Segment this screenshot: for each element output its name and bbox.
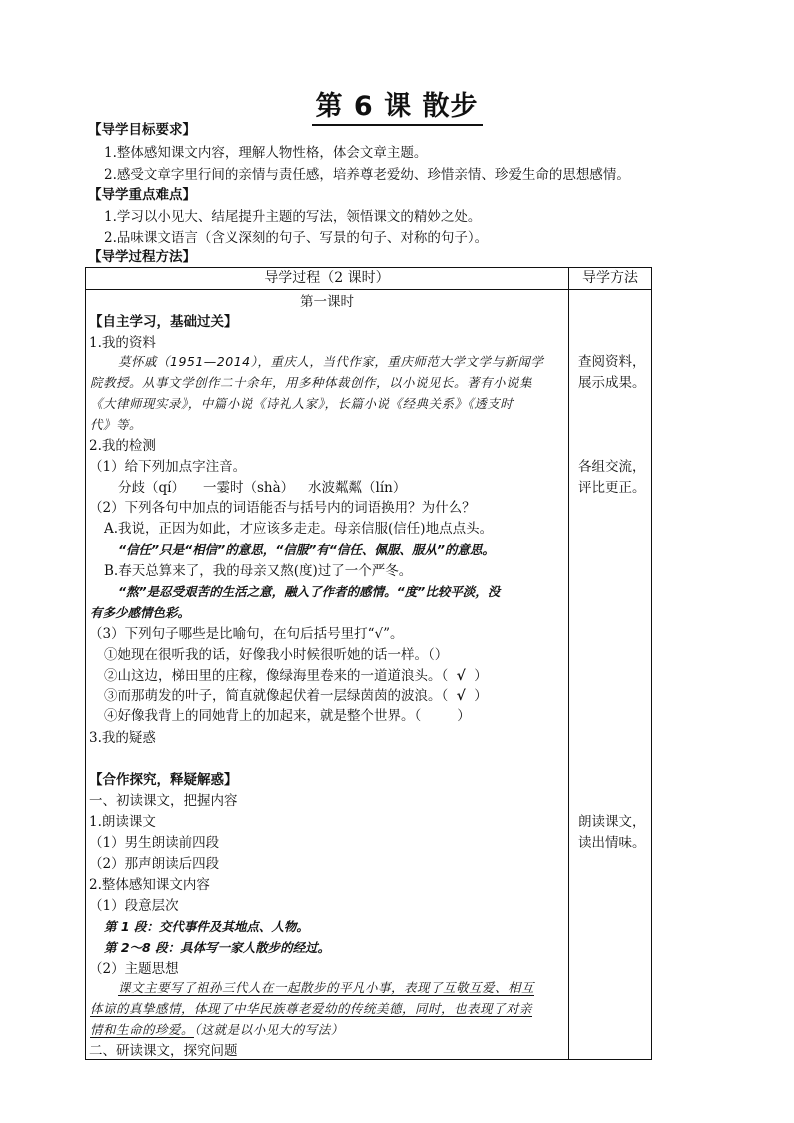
check-mark: √	[456, 668, 466, 684]
method-note: 展示成果。	[578, 375, 646, 391]
theme-heading: （2）主题思想	[89, 961, 179, 977]
self-study-heading: 【自主学习，基础过关】	[89, 314, 238, 330]
answer-2-a: “信任”只是“相信”的意思，“信服”有“信任、佩服、服从”的意思。	[118, 542, 495, 557]
bio-line: 院教授。从事文学创作二十余年，用多种体裁创作，以小说见长。著有小说集	[90, 375, 533, 390]
cooperation-heading: 【合作探究，释疑解惑】	[89, 772, 238, 788]
method-note: 查阅资料，	[578, 354, 646, 370]
pinyin-answer: 一霎时（shà）	[203, 480, 295, 496]
goals-heading: 【导学目标要求】	[88, 122, 196, 138]
check-heading: 2.我的检测	[89, 438, 156, 454]
answer-2-b: “熬”是忍受艰苦的生活之意，融入了作者的感情。“度”比较平淡，没	[118, 584, 501, 599]
simile-item: ④好像我背上的同她背上的加起来，就是整个世界。（ ）	[104, 708, 471, 724]
question-2-b: B.春天总算来了，我的母亲又熬(度)过了一个严冬。	[104, 563, 413, 579]
levels-heading: （1）段意层次	[89, 898, 179, 914]
method-note: 朗读课文，	[578, 814, 646, 830]
table-header-method: 导学方法	[582, 270, 638, 286]
material-heading: 1.我的资料	[89, 335, 156, 351]
goal-item: 2.感受文章字里行间的亲情与责任感，培养尊老爱幼、珍惜亲情、珍爱生命的思想感情。	[104, 167, 630, 183]
bio-line: 《大律师现实录》，中篇小说《诗礼人家》，长篇小说《经典关系》《透支时	[90, 396, 514, 411]
read-item: （1）男生朗读前四段	[89, 835, 220, 851]
key-points-heading: 【导学重点难点】	[88, 187, 196, 203]
bio-line: 莫怀戚（1951—2014），重庆人，当代作家，重庆师范大学文学与新闻学	[118, 354, 544, 369]
read-item: （2）那声朗读后四段	[89, 856, 220, 872]
table-header-process: 导学过程（2 课时）	[264, 270, 390, 286]
lesson-heading: 第一课时	[300, 294, 354, 310]
part-2-heading: 二、研读课文，探究问题	[89, 1043, 238, 1059]
bio-line: 代》等。	[90, 417, 143, 432]
check-mark: √	[456, 688, 466, 704]
method-note: 评比更正。	[578, 480, 646, 496]
key-point-item: 1.学习以小见大、结尾提升主题的写法，领悟课文的精妙之处。	[104, 209, 482, 225]
pinyin-answer: 分歧（qí）	[118, 480, 185, 496]
goal-item: 1.整体感知课文内容，理解人物性格，体会文章主题。	[104, 145, 428, 161]
pinyin-answer: 水波粼粼（lín）	[308, 480, 407, 496]
header-divider	[85, 289, 652, 290]
method-note: 各组交流，	[578, 459, 646, 475]
theme-line: 情和生命的珍爱。（这就是以小见大的写法）	[90, 1022, 344, 1037]
read-heading: 1.朗读课文	[89, 814, 156, 830]
question-2: （2）下列各句中加点的词语能否与括号内的词语换用？为什么？	[89, 500, 476, 516]
doubt-heading: 3.我的疑惑	[89, 730, 156, 746]
column-divider	[568, 267, 569, 1060]
part-1-heading: 一、初读课文，把握内容	[89, 793, 238, 809]
level-item: 第 2～8 段：具体写一家人散步的经过。	[104, 940, 331, 955]
method-note: 读出情味。	[578, 835, 646, 851]
theme-line: 课文主要写了祖孙三代人在一起散步的平凡小事，表现了互敬互爱、相互	[118, 980, 535, 995]
question-1: （1）给下列加点字注音。	[89, 459, 247, 475]
question-2-a: A.我说，正因为如此，才应该多走走。母亲信服(信任)地点点头。	[104, 521, 494, 537]
key-point-item: 2.品味课文语言（含义深刻的句子、写景的句子、对称的句子）。	[104, 230, 489, 246]
answer-2-b: 有多少感情色彩。	[90, 605, 191, 620]
page-title: 第 6 课 散步	[0, 84, 794, 126]
level-item: 第 1 段：交代事件及其地点、人物。	[104, 919, 309, 934]
overall-heading: 2.整体感知课文内容	[89, 877, 210, 893]
simile-item: ②山这边，梯田里的庄稼，像绿海里卷来的一道道浪头。（ √ ）	[104, 668, 488, 684]
theme-line: 体谅的真挚感情，体现了中华民族尊老爱幼的传统美德，同时，也表现了对亲	[90, 1001, 533, 1016]
process-heading: 【导学过程方法】	[88, 249, 196, 265]
question-3: （3）下列句子哪些是比喻句，在句后括号里打“√”。	[89, 626, 404, 642]
simile-item: ①她现在很听我的话，好像我小时候很听她的话一样。（ ）	[104, 647, 449, 663]
simile-item: ③而那萌发的叶子，简直就像起伏着一层绿茵茵的波浪。（ √ ）	[104, 688, 488, 704]
